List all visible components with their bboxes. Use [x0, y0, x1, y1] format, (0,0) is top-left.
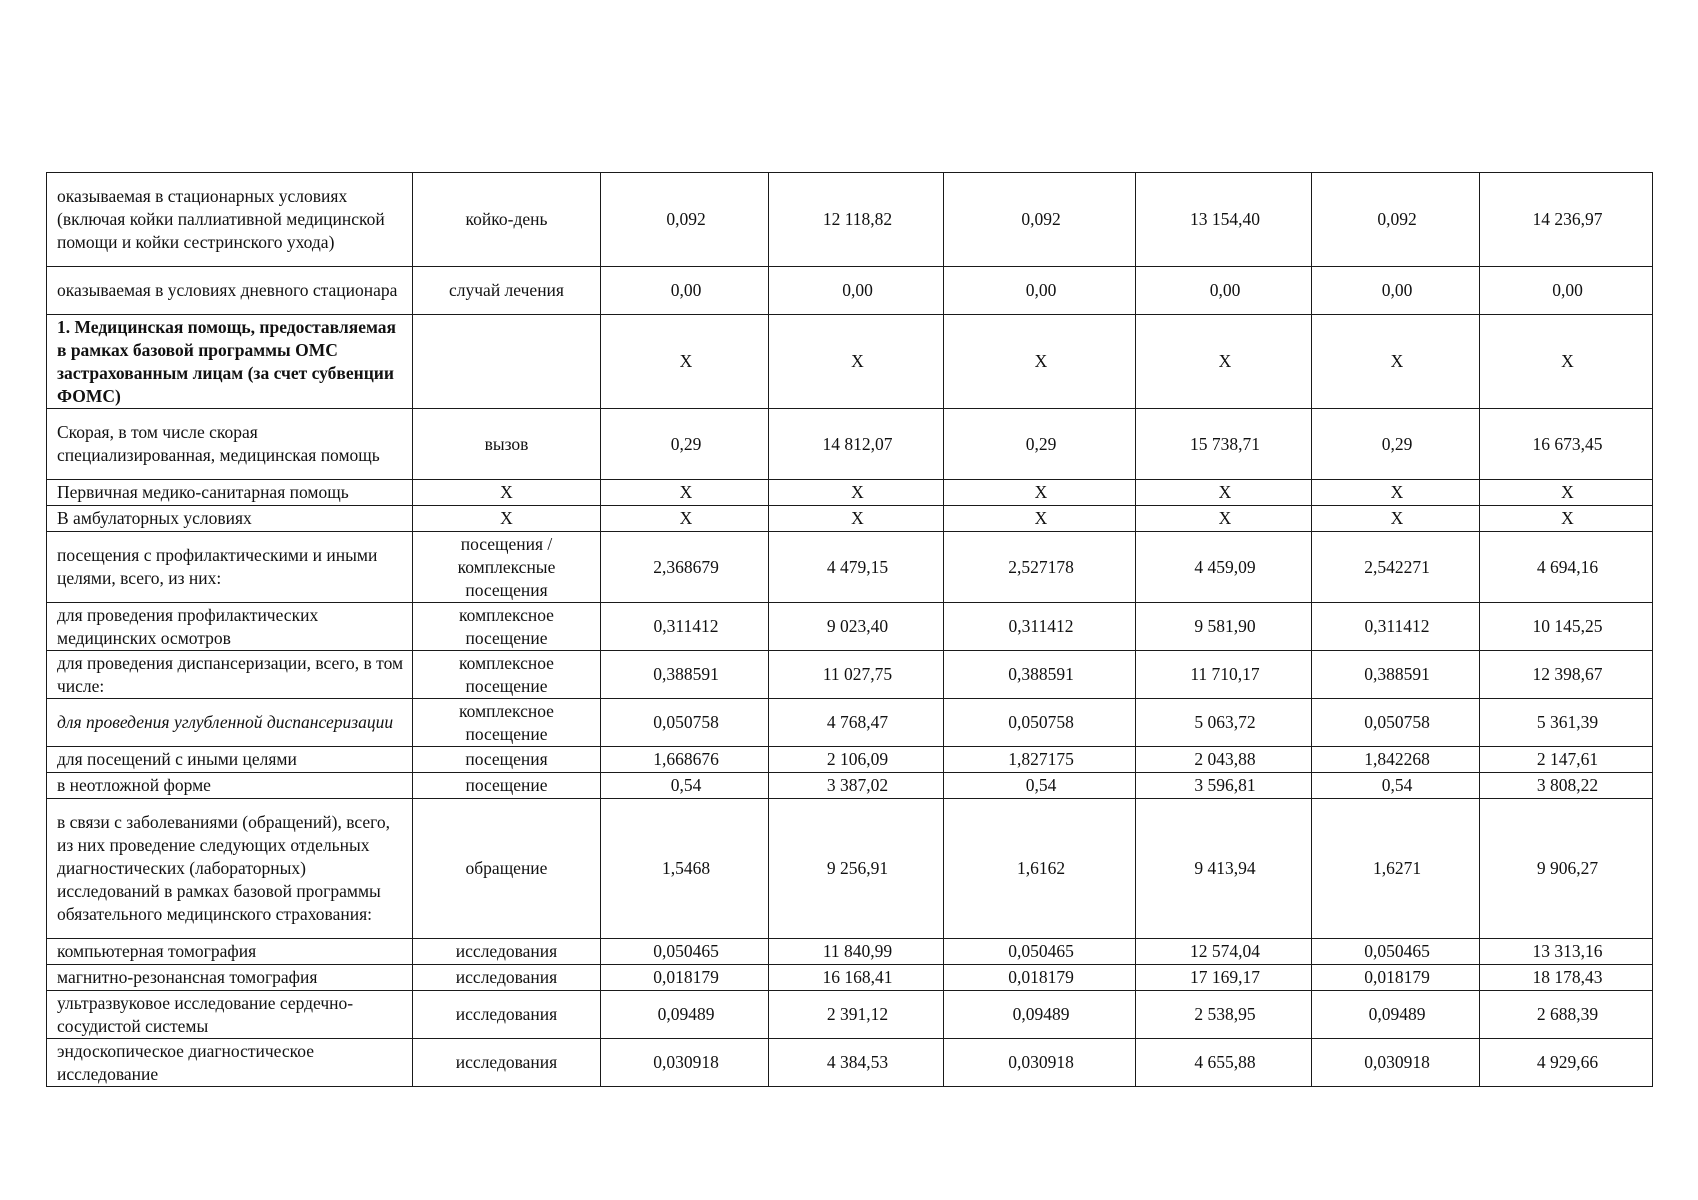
- value-cell: 9 413,94: [1136, 799, 1312, 939]
- value-cell: 0,00: [1480, 267, 1653, 315]
- unit-cell: посещения: [413, 747, 601, 773]
- unit-cell: случай лечения: [413, 267, 601, 315]
- unit-cell: комплексное посещение: [413, 651, 601, 699]
- value-cell: 0,00: [769, 267, 944, 315]
- table-row: [47, 173, 1653, 267]
- table-row: [47, 747, 1653, 773]
- unit-cell: исследования: [413, 991, 601, 1039]
- row-label-cell: для проведения профилактических медицинских осмотров: [47, 603, 413, 651]
- table-row: [47, 651, 1653, 699]
- value-cell: 0,092: [601, 173, 769, 267]
- value-cell: 11 710,17: [1136, 651, 1312, 699]
- document-table: [46, 172, 1653, 1087]
- value-cell: 1,6162: [944, 799, 1136, 939]
- unit-cell: койко-день: [413, 173, 601, 267]
- value-cell: 0,092: [1312, 173, 1480, 267]
- value-cell: 4 384,53: [769, 1039, 944, 1087]
- value-cell: 0,050465: [944, 939, 1136, 965]
- row-label-cell: магнитно-резонансная томография: [47, 965, 413, 991]
- value-cell: 2,368679: [601, 532, 769, 603]
- value-cell: 0,050465: [1312, 939, 1480, 965]
- value-cell: 0,54: [1312, 773, 1480, 799]
- row-label-cell: оказываемая в стационарных условиях (включая койки паллиативной медицинской помощи и койки сестринского ухода): [47, 173, 413, 267]
- value-cell: 1,6271: [1312, 799, 1480, 939]
- value-cell: X: [1312, 480, 1480, 506]
- value-cell: 4 768,47: [769, 699, 944, 747]
- table-row: [47, 409, 1653, 480]
- value-cell: 4 459,09: [1136, 532, 1312, 603]
- table-row: [47, 532, 1653, 603]
- table-row: [47, 965, 1653, 991]
- value-cell: 0,54: [601, 773, 769, 799]
- value-cell: 2 147,61: [1480, 747, 1653, 773]
- value-cell: X: [1480, 506, 1653, 532]
- value-cell: X: [769, 506, 944, 532]
- value-cell: 0,311412: [944, 603, 1136, 651]
- row-label-cell: 1. Медицинская помощь, предоставляемая в рамках базовой программы ОМС застрахованным лицам (за счет субвенции ФОМС): [47, 315, 413, 409]
- table-row: [47, 799, 1653, 939]
- row-label-cell: для проведения углубленной диспансеризации: [47, 699, 413, 747]
- value-cell: 1,5468: [601, 799, 769, 939]
- value-cell: 3 596,81: [1136, 773, 1312, 799]
- value-cell: 0,311412: [1312, 603, 1480, 651]
- value-cell: 2 688,39: [1480, 991, 1653, 1039]
- value-cell: X: [601, 506, 769, 532]
- unit-cell: комплексное посещение: [413, 603, 601, 651]
- value-cell: 0,030918: [944, 1039, 1136, 1087]
- value-cell: X: [1480, 480, 1653, 506]
- value-cell: 0,030918: [1312, 1039, 1480, 1087]
- value-cell: 12 118,82: [769, 173, 944, 267]
- value-cell: 9 906,27: [1480, 799, 1653, 939]
- value-cell: 0,018179: [944, 965, 1136, 991]
- value-cell: 0,050465: [601, 939, 769, 965]
- value-cell: 0,29: [601, 409, 769, 480]
- value-cell: 0,092: [944, 173, 1136, 267]
- value-cell: 4 479,15: [769, 532, 944, 603]
- value-cell: 1,827175: [944, 747, 1136, 773]
- value-cell: 0,00: [1136, 267, 1312, 315]
- row-label-cell: В амбулаторных условиях: [47, 506, 413, 532]
- value-cell: 0,09489: [944, 991, 1136, 1039]
- value-cell: X: [769, 480, 944, 506]
- value-cell: 11 840,99: [769, 939, 944, 965]
- row-label-cell: в неотложной форме: [47, 773, 413, 799]
- value-cell: 0,54: [944, 773, 1136, 799]
- value-cell: 4 694,16: [1480, 532, 1653, 603]
- value-cell: 2,527178: [944, 532, 1136, 603]
- value-cell: X: [601, 480, 769, 506]
- value-cell: 14 236,97: [1480, 173, 1653, 267]
- unit-cell: посещения / комплексные посещения: [413, 532, 601, 603]
- value-cell: 11 027,75: [769, 651, 944, 699]
- row-label-cell: посещения с профилактическими и иными целями, всего, из них:: [47, 532, 413, 603]
- table-row: [47, 699, 1653, 747]
- value-cell: 16 168,41: [769, 965, 944, 991]
- value-cell: 10 145,25: [1480, 603, 1653, 651]
- value-cell: X: [944, 315, 1136, 409]
- table-row: [47, 603, 1653, 651]
- unit-cell: вызов: [413, 409, 601, 480]
- table-row: [47, 1039, 1653, 1087]
- value-cell: X: [944, 480, 1136, 506]
- value-cell: 15 738,71: [1136, 409, 1312, 480]
- value-cell: 2,542271: [1312, 532, 1480, 603]
- row-label-cell: ультразвуковое исследование сердечно-сосудистой системы: [47, 991, 413, 1039]
- value-cell: 0,09489: [1312, 991, 1480, 1039]
- unit-cell: X: [413, 480, 601, 506]
- value-cell: 0,29: [1312, 409, 1480, 480]
- value-cell: X: [1136, 315, 1312, 409]
- unit-cell: исследования: [413, 939, 601, 965]
- value-cell: 13 154,40: [1136, 173, 1312, 267]
- value-cell: 5 063,72: [1136, 699, 1312, 747]
- value-cell: 9 581,90: [1136, 603, 1312, 651]
- unit-cell: посещение: [413, 773, 601, 799]
- value-cell: 0,388591: [944, 651, 1136, 699]
- value-cell: 9 256,91: [769, 799, 944, 939]
- value-cell: 0,050758: [601, 699, 769, 747]
- value-cell: 0,311412: [601, 603, 769, 651]
- value-cell: X: [1312, 506, 1480, 532]
- unit-cell: исследования: [413, 1039, 601, 1087]
- value-cell: 4 655,88: [1136, 1039, 1312, 1087]
- value-cell: 12 574,04: [1136, 939, 1312, 965]
- value-cell: 0,09489: [601, 991, 769, 1039]
- value-cell: 0,388591: [1312, 651, 1480, 699]
- table-row: [47, 773, 1653, 799]
- value-cell: 0,050758: [944, 699, 1136, 747]
- value-cell: X: [1480, 315, 1653, 409]
- value-cell: X: [1136, 480, 1312, 506]
- value-cell: 1,842268: [1312, 747, 1480, 773]
- row-label-cell: компьютерная томография: [47, 939, 413, 965]
- table-row: [47, 939, 1653, 965]
- unit-cell: комплексное посещение: [413, 699, 601, 747]
- value-cell: 16 673,45: [1480, 409, 1653, 480]
- value-cell: X: [769, 315, 944, 409]
- value-cell: 3 808,22: [1480, 773, 1653, 799]
- row-label-cell: оказываемая в условиях дневного стационара: [47, 267, 413, 315]
- row-label-cell: Скорая, в том числе скорая специализированная, медицинская помощь: [47, 409, 413, 480]
- value-cell: 2 391,12: [769, 991, 944, 1039]
- value-cell: 0,018179: [601, 965, 769, 991]
- value-cell: 2 106,09: [769, 747, 944, 773]
- row-label-cell: для посещений с иными целями: [47, 747, 413, 773]
- value-cell: 14 812,07: [769, 409, 944, 480]
- value-cell: 3 387,02: [769, 773, 944, 799]
- value-cell: X: [1136, 506, 1312, 532]
- value-cell: X: [601, 315, 769, 409]
- value-cell: X: [944, 506, 1136, 532]
- value-cell: 0,030918: [601, 1039, 769, 1087]
- value-cell: 1,668676: [601, 747, 769, 773]
- table-row: [47, 480, 1653, 506]
- value-cell: 2 538,95: [1136, 991, 1312, 1039]
- value-cell: 4 929,66: [1480, 1039, 1653, 1087]
- table-row: [47, 991, 1653, 1039]
- value-cell: 13 313,16: [1480, 939, 1653, 965]
- value-cell: 9 023,40: [769, 603, 944, 651]
- value-cell: 0,388591: [601, 651, 769, 699]
- row-label-cell: в связи с заболеваниями (обращений), всего, из них проведение следующих отдельных диагностических (лабораторных) исследований в рамках базовой программы обязательного медицинского страхования:: [47, 799, 413, 939]
- value-cell: 0,00: [601, 267, 769, 315]
- row-label-cell: для проведения диспансеризации, всего, в том числе:: [47, 651, 413, 699]
- table-row: [47, 506, 1653, 532]
- table-body: [47, 173, 1653, 1087]
- unit-cell: [413, 315, 601, 409]
- value-cell: 0,00: [944, 267, 1136, 315]
- table-row: [47, 267, 1653, 315]
- value-cell: 0,00: [1312, 267, 1480, 315]
- unit-cell: обращение: [413, 799, 601, 939]
- row-label-cell: эндоскопическое диагностическое исследование: [47, 1039, 413, 1087]
- value-cell: 17 169,17: [1136, 965, 1312, 991]
- row-label-cell: Первичная медико-санитарная помощь: [47, 480, 413, 506]
- value-cell: 5 361,39: [1480, 699, 1653, 747]
- unit-cell: исследования: [413, 965, 601, 991]
- value-cell: 0,018179: [1312, 965, 1480, 991]
- value-cell: 18 178,43: [1480, 965, 1653, 991]
- table-row: [47, 315, 1653, 409]
- unit-cell: X: [413, 506, 601, 532]
- value-cell: 0,050758: [1312, 699, 1480, 747]
- value-cell: 0,29: [944, 409, 1136, 480]
- value-cell: X: [1312, 315, 1480, 409]
- value-cell: 2 043,88: [1136, 747, 1312, 773]
- value-cell: 12 398,67: [1480, 651, 1653, 699]
